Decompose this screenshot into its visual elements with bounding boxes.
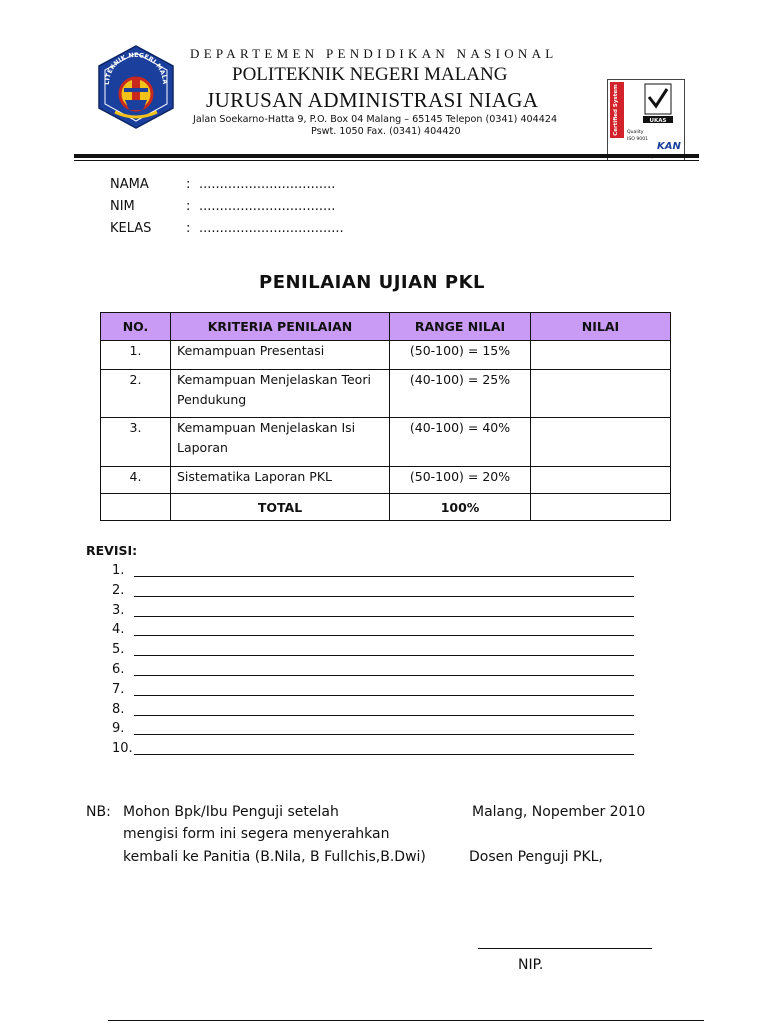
nip-label: NIP. xyxy=(518,957,544,973)
revisi-item xyxy=(112,721,634,735)
header-no: NO. xyxy=(101,313,171,341)
kan-text: KAN xyxy=(657,141,681,152)
cell-kriteria: Kemampuan Presentasi xyxy=(171,341,390,370)
table-row xyxy=(101,467,671,494)
cell-empty xyxy=(101,494,171,521)
revisi-number: 7. xyxy=(112,681,125,697)
nb-line-3: kembali ke Panitia (B.Nila, B Fullchis,B.Dwi) xyxy=(123,849,426,865)
revisi-item xyxy=(112,741,634,755)
header-divider xyxy=(74,154,699,158)
total-row xyxy=(101,494,671,521)
iso-text: ISO 9001 xyxy=(627,137,649,142)
revisi-number: 5. xyxy=(112,642,125,658)
total-range: 100% xyxy=(390,494,531,521)
field-colon: : xyxy=(186,221,191,236)
institution-name: POLITEKNIK NEGERI MALANG xyxy=(232,64,508,85)
revisi-line[interactable] xyxy=(134,616,634,617)
field-nama xyxy=(110,177,335,192)
field-value[interactable]: ................................... xyxy=(199,221,344,236)
header-range: RANGE NILAI xyxy=(390,313,531,341)
revisi-line[interactable] xyxy=(134,715,634,716)
revisi-item xyxy=(112,642,634,656)
total-nilai[interactable] xyxy=(531,494,671,521)
field-label: NIM xyxy=(110,199,135,214)
address-line-1: Jalan Soekarno-Hatta 9, P.O. Box 04 Malang – 65145 Telepon (0341) 404424 xyxy=(193,114,558,125)
field-kelas xyxy=(110,221,344,236)
revisi-number: 4. xyxy=(112,622,125,638)
revisi-item xyxy=(112,702,634,716)
total-label: TOTAL xyxy=(171,494,390,521)
field-value[interactable]: ................................. xyxy=(199,199,336,214)
revisi-number: 8. xyxy=(112,701,125,717)
revisi-line[interactable] xyxy=(134,655,634,656)
field-colon: : xyxy=(186,177,191,192)
cell-range: (50-100) = 20% xyxy=(390,467,531,494)
field-label: NAMA xyxy=(110,177,149,192)
header-nilai: NILAI xyxy=(531,313,671,341)
revisi-item xyxy=(112,583,634,597)
iso-certificate-badge xyxy=(607,79,685,161)
table-row xyxy=(101,341,671,370)
cell-range: (40-100) = 40% xyxy=(390,418,531,467)
field-nim xyxy=(110,199,335,214)
nb-label: NB: xyxy=(86,804,111,820)
revisi-line[interactable] xyxy=(134,734,634,735)
field-label: KELAS xyxy=(110,221,152,236)
cell-range: (40-100) = 25% xyxy=(390,370,531,418)
revisi-number: 6. xyxy=(112,662,125,677)
document-title: PENILAIAN UJIAN PKL xyxy=(259,272,485,293)
revisi-number: 2. xyxy=(112,582,125,598)
revisi-number: 10. xyxy=(112,741,133,757)
revisi-item xyxy=(112,563,634,577)
certified-system-text: Certified System xyxy=(613,84,619,136)
table-header-row xyxy=(101,313,671,341)
revisi-item xyxy=(112,662,634,676)
revisi-label: REVISI: xyxy=(86,543,138,558)
revisi-line[interactable] xyxy=(134,635,634,636)
place-date: Malang, Nopember 2010 xyxy=(472,804,646,820)
revisi-number: 3. xyxy=(112,602,125,618)
cell-no: 2. xyxy=(101,370,171,418)
cell-nilai[interactable] xyxy=(531,467,671,494)
cell-kriteria: Sistematika Laporan PKL xyxy=(171,467,390,494)
revisi-line[interactable] xyxy=(134,576,634,577)
ukas-text: UKAS xyxy=(649,118,667,124)
revisi-line[interactable] xyxy=(134,675,634,676)
cell-nilai[interactable] xyxy=(531,370,671,418)
header-kriteria: KRITERIA PENILAIAN xyxy=(171,313,390,341)
logo-text: LITEKNIK NEGERI MALA xyxy=(103,51,169,85)
field-value[interactable]: ................................. xyxy=(199,177,336,192)
signer-role: Dosen Penguji PKL, xyxy=(469,849,603,865)
cell-no: 4. xyxy=(101,467,171,494)
revisi-number: 9. xyxy=(112,721,125,737)
revisi-item xyxy=(112,603,634,617)
revisi-number: 1. xyxy=(112,563,125,578)
jurusan-name: JURUSAN ADMINISTRASI NIAGA xyxy=(206,88,539,112)
department-name: DEPARTEMEN PENDIDIKAN NASIONAL xyxy=(190,46,558,61)
revisi-line[interactable] xyxy=(134,695,634,696)
cell-no: 3. xyxy=(101,418,171,467)
header-divider-thin xyxy=(74,160,699,161)
footer-line xyxy=(108,1020,704,1021)
cell-nilai[interactable] xyxy=(531,418,671,467)
nb-line-1: Mohon Bpk/Ibu Penguji setelah xyxy=(123,804,339,820)
address-line-2: Pswt. 1050 Fax. (0341) 404420 xyxy=(311,126,461,137)
table-row xyxy=(101,418,671,467)
cell-nilai[interactable] xyxy=(531,341,671,370)
revisi-line[interactable] xyxy=(134,754,634,755)
field-colon: : xyxy=(186,199,191,214)
revisi-line[interactable] xyxy=(134,596,634,597)
nb-line-2: mengisi form ini segera menyerahkan xyxy=(123,826,390,842)
cell-range: (50-100) = 15% xyxy=(390,341,531,370)
cell-kriteria: Kemampuan Menjelaskan Teori Pendukung xyxy=(171,370,390,418)
revisi-item xyxy=(112,622,634,636)
cell-kriteria: Kemampuan Menjelaskan Isi Laporan xyxy=(171,418,390,467)
signature-line[interactable] xyxy=(478,948,652,949)
quality-text: Quality xyxy=(627,130,644,135)
assessment-table xyxy=(100,312,671,521)
polinema-logo xyxy=(97,44,175,130)
table-row xyxy=(101,370,671,418)
cell-no: 1. xyxy=(101,341,171,370)
revisi-item xyxy=(112,682,634,696)
